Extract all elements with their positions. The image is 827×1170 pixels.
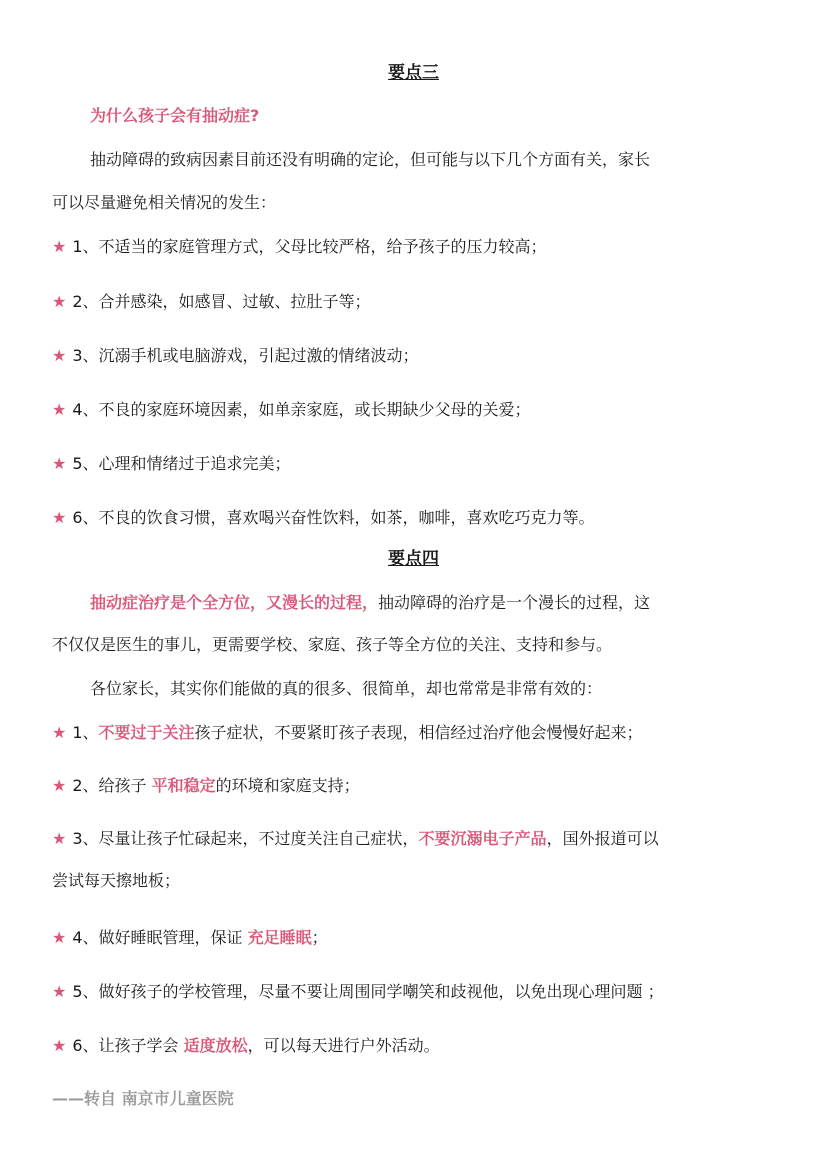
source-footer: ——转自 南京市儿童医院 (52, 1089, 234, 1108)
section4-lead (90, 593, 787, 613)
star-icon: ★ (52, 237, 67, 256)
star-icon: ★ (52, 292, 67, 311)
section3-heading: 要点三 (388, 63, 439, 83)
item-emphasis: 平和稳定 (151, 776, 216, 795)
star-icon: ★ (52, 776, 67, 795)
item-text: 不良的饮食习惯，喜欢喝兴奋性饮料，如茶，咖啡，喜欢吃巧克力等。 (98, 508, 595, 527)
item-pre: 给孩子 (98, 776, 152, 795)
section4-item3-continuation: 尝试每天擦地板； (52, 871, 181, 890)
item-number: 2、 (72, 776, 99, 795)
item-number: 1、 (72, 723, 99, 742)
star-icon: ★ (52, 829, 67, 848)
star-icon: ★ (52, 400, 67, 419)
item-text: 不良的家庭环境因素，如单亲家庭，或长期缺少父母的关爱； (98, 400, 531, 419)
item-number: 3、 (72, 346, 99, 365)
star-icon: ★ (52, 346, 67, 365)
item-text: 心理和情绪过于追求完美； (98, 454, 291, 473)
section4-item (52, 1036, 787, 1056)
item-pre: 做好孩子的学校管理，尽量不要让周围同学嘲笑和歧视他，以免出现心理问题 ； (98, 982, 664, 1001)
item-number: 2、 (72, 292, 99, 311)
item-post: ； (311, 928, 328, 947)
item-emphasis: 不要过于关注 (98, 723, 195, 742)
item-number: 5、 (72, 454, 99, 473)
item-emphasis: 不要沉溺电子产品 (418, 829, 547, 848)
item-emphasis: 适度放松 (183, 1036, 248, 1055)
item-post: 的环境和家庭支持； (215, 776, 360, 795)
section3-item (52, 508, 787, 528)
item-text: 沉溺手机或电脑游戏，引起过激的情绪波动； (98, 346, 419, 365)
item-pre: 让孩子学会 (98, 1036, 184, 1055)
item-number: 4、 (72, 400, 99, 419)
star-icon: ★ (52, 454, 67, 473)
item-number: 1、 (72, 237, 99, 256)
item-post: 孩子症状，不要紧盯孩子表现，相信经过治疗他会慢慢好起来； (194, 723, 643, 742)
item-pre: 做好睡眠管理，保证 (98, 928, 248, 947)
item-number: 5、 (72, 982, 99, 1001)
section4-lead-line2: 不仅仅是医生的事儿，更需要学校、家庭、孩子等全方位的关注、支持和参与。 (52, 635, 613, 654)
section4-item (52, 829, 787, 849)
item-text: 合并感染，如感冒、过敏、拉肚子等； (98, 292, 371, 311)
item-pre: 尽量让孩子忙碌起来，不过度关注自己症状， (98, 829, 419, 848)
item-text: 不适当的家庭管理方式，父母比较严格，给予孩子的压力较高； (98, 237, 547, 256)
lead-rest: 抽动障碍的治疗是一个漫长的过程，这 (378, 593, 651, 612)
section4-item (52, 982, 787, 1002)
item-number: 3、 (72, 829, 99, 848)
star-icon: ★ (52, 982, 67, 1001)
section3-item (52, 292, 787, 312)
star-icon: ★ (52, 928, 67, 947)
section4-item (52, 723, 787, 743)
section3-item (52, 454, 787, 474)
star-icon: ★ (52, 1036, 67, 1055)
item-number: 4、 (72, 928, 99, 947)
section3-item (52, 237, 787, 257)
section4-item (52, 928, 787, 948)
star-icon: ★ (52, 723, 67, 742)
item-emphasis: 充足睡眠 (247, 928, 312, 947)
section3-item (52, 346, 787, 366)
section4-para2: 各位家长，其实你们能做的真的很多、很简单，却也常常是非常有效的： (90, 679, 603, 698)
item-number: 6、 (72, 508, 99, 527)
item-post: ，可以每天进行户外活动。 (247, 1036, 440, 1055)
section4-heading: 要点四 (388, 549, 439, 569)
section3-question: 为什么孩子会有抽动症? (90, 106, 260, 125)
section4-item (52, 776, 787, 796)
item-post: ，国外报道可以 (546, 829, 659, 848)
section3-item (52, 400, 787, 420)
lead-emphasis: 抽动症治疗是个全方位，又漫长的过程， (90, 593, 379, 612)
section3-intro-line2: 可以尽量避免相关情况的发生： (52, 193, 277, 212)
star-icon: ★ (52, 508, 67, 527)
item-number: 6、 (72, 1036, 99, 1055)
section3-intro-line1: 抽动障碍的致病因素目前还没有明确的定论，但可能与以下几个方面有关，家长 (90, 150, 651, 169)
